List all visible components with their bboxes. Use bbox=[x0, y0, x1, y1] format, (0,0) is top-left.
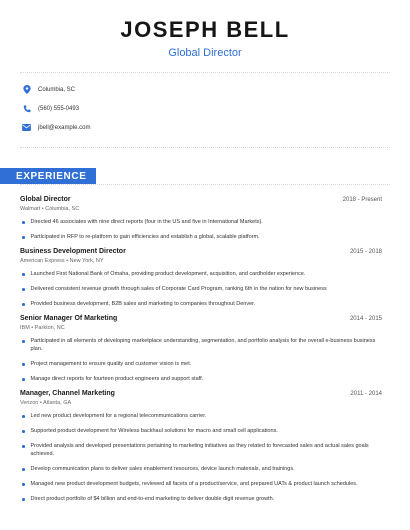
bullet-item bbox=[22, 337, 382, 353]
bullet-item bbox=[22, 300, 382, 308]
contact-phone-text: (560) 555-0493 bbox=[38, 105, 80, 112]
bullet-text: Direct product portfolio of $4 billion and end-to-end marketing to deliver double digit revenue growth. bbox=[30, 496, 275, 502]
bullet-text: Managed new product development budgets, reviewed all facets of a product/service, and prepared UATs & product launch schedules. bbox=[30, 481, 358, 487]
bullet-text: Participated in all elements of developing marketplace understanding, segmentation, and portfolio analysis for the overall e-business business plan. bbox=[30, 338, 376, 352]
resume-header bbox=[0, 0, 410, 60]
job-header bbox=[20, 248, 382, 255]
experience-list bbox=[0, 185, 410, 503]
job-header bbox=[20, 196, 382, 203]
bullet-item bbox=[22, 442, 382, 458]
job-title: Manager, Channel Marketing bbox=[20, 390, 115, 397]
bullet-item bbox=[22, 465, 382, 473]
bullet-text: Participated in RFP to re-platform to gain efficiencies and establish a global, scalable platform. bbox=[30, 234, 260, 240]
location-pin-icon bbox=[22, 85, 31, 94]
bullet-text: Provided business development, B2B sales and marketing to companies throughout Denver. bbox=[30, 301, 256, 307]
bullet-dot-icon bbox=[22, 236, 25, 239]
bullet-item bbox=[22, 233, 382, 241]
candidate-name: JOSEPH BELL bbox=[120, 17, 290, 42]
bullet-dot-icon bbox=[22, 273, 25, 276]
contact-location bbox=[22, 80, 410, 99]
bullet-text: Provided analysis and developed presentations pertaining to marketing initiatives as they related to forecasted sales and actual sales goals achieved. bbox=[30, 443, 369, 457]
contact-location-text: Columbia, SC bbox=[38, 86, 76, 93]
bullet-dot-icon bbox=[22, 445, 25, 448]
bullet-text: Develop communication plans to deliver sales enablement resources, device launch materials, and trainings. bbox=[30, 466, 295, 472]
job-dates: 2015 - 2018 bbox=[349, 249, 382, 255]
bullet-item bbox=[22, 412, 382, 420]
phone-icon bbox=[22, 104, 31, 113]
bullet-text: Project management to ensure quality and customer vision is met. bbox=[30, 361, 192, 367]
bullet-item bbox=[22, 218, 382, 226]
job-dates: 2018 - Present bbox=[342, 197, 382, 203]
bullet-dot-icon bbox=[22, 378, 25, 381]
bullet-text: Delivered consistent revenue growth through sales of Corporate Card Program, ranking 6th in the nation for new business bbox=[30, 286, 327, 292]
bullet-dot-icon bbox=[22, 468, 25, 471]
job-header bbox=[20, 315, 382, 322]
bullet-item bbox=[22, 270, 382, 278]
bullet-item bbox=[22, 427, 382, 435]
bullet-item bbox=[22, 480, 382, 488]
bullet-text: Launched First National Bank of Omaha, providing product development, acquisition, and cardholder experience. bbox=[30, 271, 306, 277]
job-title: Business Development Director bbox=[20, 248, 126, 255]
bullet-dot-icon bbox=[22, 340, 25, 343]
bullet-dot-icon bbox=[22, 303, 25, 306]
job-entry bbox=[20, 315, 382, 383]
bullet-item bbox=[22, 360, 382, 368]
contact-divider bbox=[20, 147, 390, 148]
contact-list bbox=[0, 73, 410, 137]
candidate-title: Global Director bbox=[168, 47, 242, 59]
job-company: Walmart • Columbia, SC bbox=[20, 206, 80, 212]
bullet-dot-icon bbox=[22, 221, 25, 224]
bullet-dot-icon bbox=[22, 363, 25, 366]
contact-phone bbox=[22, 99, 410, 118]
bullet-item bbox=[22, 285, 382, 293]
bullet-dot-icon bbox=[22, 498, 25, 501]
job-company: IBM • Parkton, NC bbox=[20, 325, 65, 331]
bullet-item bbox=[22, 375, 382, 383]
job-entry bbox=[20, 196, 382, 241]
bullet-text: Led new product development for a regional telecommunications carrier. bbox=[30, 413, 207, 419]
job-title: Senior Manager Of Marketing bbox=[20, 315, 118, 322]
bullet-dot-icon bbox=[22, 288, 25, 291]
job-header bbox=[20, 390, 382, 397]
bullet-item bbox=[22, 495, 382, 503]
job-bullets bbox=[20, 270, 382, 308]
contact-email bbox=[22, 118, 410, 137]
bullet-dot-icon bbox=[22, 415, 25, 418]
section-title-experience: EXPERIENCE bbox=[0, 168, 96, 184]
bullet-text: Directed 46 associates with nine direct reports (four in the US and five in International Markets). bbox=[30, 219, 263, 225]
mail-icon bbox=[22, 123, 31, 132]
job-company: American Express • New York, NY bbox=[20, 258, 104, 264]
job-entry bbox=[20, 248, 382, 308]
contact-email-text: jbell@example.com bbox=[38, 124, 91, 131]
job-bullets bbox=[20, 337, 382, 383]
job-dates: 2011 - 2014 bbox=[350, 391, 382, 397]
bullet-text: Supported product development for Wireless backhaul solutions for macro and small cell applications. bbox=[30, 428, 278, 434]
job-bullets bbox=[20, 412, 382, 503]
job-title: Global Director bbox=[20, 196, 71, 203]
bullet-dot-icon bbox=[22, 430, 25, 433]
job-company: Verizon • Atlanta, GA bbox=[20, 400, 72, 406]
bullet-dot-icon bbox=[22, 483, 25, 486]
job-dates: 2014 - 2015 bbox=[349, 316, 382, 322]
bullet-text: Manage direct reports for fourteen product engineers and support staff. bbox=[30, 376, 204, 382]
job-entry bbox=[20, 390, 382, 503]
job-bullets bbox=[20, 218, 382, 241]
